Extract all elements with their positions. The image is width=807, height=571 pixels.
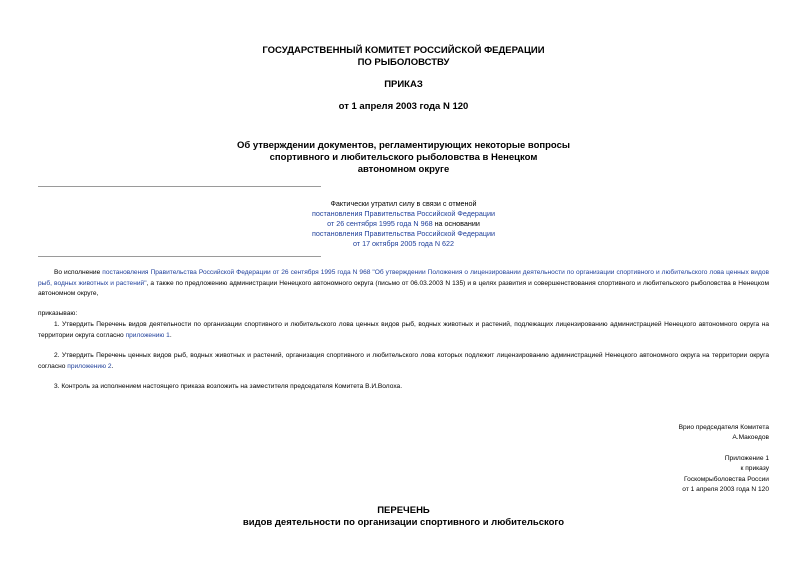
status-note-text: на основании — [432, 219, 480, 228]
item1-text: 1. Утвердить Перечень видов деятельности по организации спортивного и любительского лова ценных видов рыб, водных животных и растений, подлежащих лицензированию администрацией Ненецкого автономного округа на территории округа согласно — [38, 321, 769, 339]
status-link-resolution-622[interactable]: постановления Правительства Российской Федерации — [311, 229, 496, 238]
appendix-reference — [682, 454, 769, 496]
item2-text: 2. Утвердить Перечень ценных видов рыб, водных животных и растений, организация спортивного и любительского лова которых подлежит лицензированию администрацией Ненецкого автономного округа на территории округа согласно — [38, 352, 769, 370]
status-link-resolution-968[interactable]: постановления Правительства Российской Федерации — [311, 209, 496, 218]
order-item-2 — [38, 351, 769, 372]
preamble-paragraph — [38, 268, 769, 300]
appendix-2-link[interactable]: приложению 2 — [67, 362, 112, 370]
appendix-ref-line2: к приказу — [740, 465, 769, 473]
signature-position: Врио председателя Комитета — [678, 424, 769, 431]
status-note-line3 — [0, 219, 807, 229]
org-name-line1: ГОСУДАРСТВЕННЫЙ КОМИТЕТ РОССИЙСКОЙ ФЕДЕРАЦИИ — [262, 45, 545, 56]
item2-end: . — [111, 362, 114, 370]
status-note-line5 — [0, 239, 807, 249]
order-word: приказываю: — [38, 310, 78, 317]
item1-end: . — [169, 331, 172, 339]
preamble-link-resolution-968[interactable]: постановления Правительства Российской Федерации от 26 сентября 1995 года N 968 "Об утверждении Положения о лицензировании деятельности по организации спортивного и любительского лова ценных видов рыб, водных животных и растений" — [38, 269, 769, 287]
doc-title-line2: спортивного и любительского рыболовства в Ненецком — [269, 152, 538, 163]
preamble-text-end: , а также по предложению администрации Ненецкого автономного округа (письмо от 06.03.2003 N 135) и в целях развития и совершенствования спортивного и любительского рыболовства в Ненецком автономном округе, — [38, 279, 769, 298]
divider-top — [38, 186, 321, 187]
divider-bottom — [38, 256, 321, 257]
appendix-1-link[interactable]: приложению 1 — [125, 331, 170, 339]
order-item-3: 3. Контроль за исполнением настоящего приказа возложить на заместителя председателя Комитета В.И.Волоха. — [54, 383, 403, 390]
status-note-line4 — [0, 229, 807, 239]
appendix-title-line2: видов деятельности по организации спортивного и любительского — [242, 517, 565, 528]
signature-name: А.Макоедов — [732, 434, 769, 442]
status-note-line1: Фактически утратил силу в связи с отменой — [330, 199, 477, 208]
doc-title-line1: Об утверждении документов, регламентирующих некоторые вопросы — [236, 140, 570, 151]
order-item-1 — [38, 320, 769, 341]
appendix-ref-line4: от 1 апреля 2003 года N 120 — [682, 486, 769, 494]
org-name-line2: ПО РЫБОЛОВСТВУ — [357, 57, 450, 68]
status-link-date-622[interactable]: от 17 октября 2005 года N 622 — [352, 239, 455, 248]
preamble-text-start: Во исполнение — [54, 269, 103, 276]
signature-block — [679, 423, 769, 444]
doc-title-line3: автономном округе — [357, 164, 450, 175]
appendix-ref-line1: Приложение 1 — [724, 455, 769, 462]
appendix-title-line1: ПЕРЕЧЕНЬ — [377, 505, 430, 516]
status-link-date-968[interactable]: от 26 сентября 1995 года N 968 — [327, 219, 433, 228]
status-note-line2 — [0, 209, 807, 219]
doc-type: ПРИКАЗ — [384, 79, 423, 90]
doc-date: от 1 апреля 2003 года N 120 — [338, 101, 469, 112]
appendix-ref-line3: Госкомрыболовства России — [684, 475, 769, 483]
